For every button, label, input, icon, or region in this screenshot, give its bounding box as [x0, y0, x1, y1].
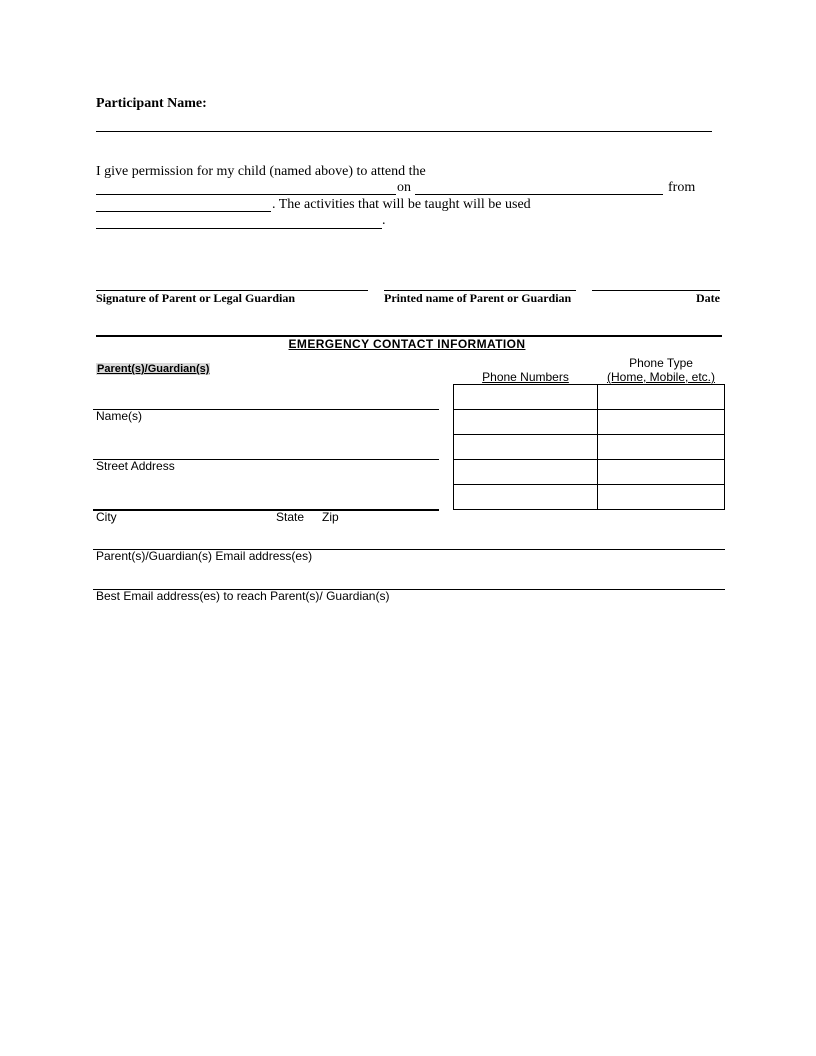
permission-text-line1: I give permission for my child (named above) to attend the — [96, 164, 426, 179]
city-label: City — [96, 510, 117, 524]
activities-use-line[interactable] — [96, 228, 382, 229]
phone-number-cell[interactable] — [454, 460, 598, 485]
event-date-line[interactable] — [415, 194, 663, 195]
event-name-line[interactable] — [96, 194, 396, 195]
best-email-label: Best Email address(es) to reach Parent(s)/ Guardian(s) — [96, 589, 390, 603]
phone-type-cell[interactable] — [598, 460, 725, 485]
printed-name-label: Printed name of Parent or Guardian — [384, 291, 572, 305]
table-row — [454, 485, 725, 510]
emergency-contact-title: EMERGENCY CONTACT INFORMATION — [288, 337, 526, 351]
participant-name-line[interactable] — [96, 131, 712, 132]
phone-number-cell[interactable] — [454, 485, 598, 510]
phone-table — [453, 384, 725, 510]
permission-period: . — [382, 213, 386, 228]
parent-signature-label: Signature of Parent or Legal Guardian — [96, 291, 296, 305]
phone-type-cell[interactable] — [598, 385, 725, 410]
participant-name-label: Participant Name: — [96, 96, 207, 111]
permission-activities-text: . The activities that will be taught will be used — [272, 197, 531, 212]
phone-type-subheader: (Home, Mobile, etc.) — [606, 370, 716, 384]
guardian-email-label: Parent(s)/Guardian(s) Email address(es) — [96, 549, 313, 563]
table-row — [454, 435, 725, 460]
phone-type-cell[interactable] — [598, 435, 725, 460]
table-row — [454, 410, 725, 435]
phone-type-cell[interactable] — [598, 485, 725, 510]
table-row — [454, 460, 725, 485]
phone-numbers-header: Phone Numbers — [482, 370, 569, 384]
phone-type-header: Phone Type — [629, 356, 693, 370]
names-line[interactable] — [93, 409, 439, 410]
date-label: Date — [696, 291, 720, 305]
phone-number-cell[interactable] — [454, 410, 598, 435]
permission-from-word: from — [668, 180, 696, 195]
street-address-label: Street Address — [96, 459, 175, 473]
phone-number-cell[interactable] — [454, 385, 598, 410]
guardian-heading: Parent(s)/Guardian(s) — [97, 363, 210, 375]
table-row — [454, 385, 725, 410]
permission-on-word: on — [397, 180, 411, 195]
phone-type-cell[interactable] — [598, 410, 725, 435]
city-state-zip-line[interactable] — [93, 509, 439, 511]
phone-number-cell[interactable] — [454, 435, 598, 460]
names-label: Name(s) — [96, 409, 143, 423]
from-date-line[interactable] — [96, 211, 271, 212]
zip-label: Zip — [322, 510, 339, 524]
state-label: State — [276, 510, 305, 524]
